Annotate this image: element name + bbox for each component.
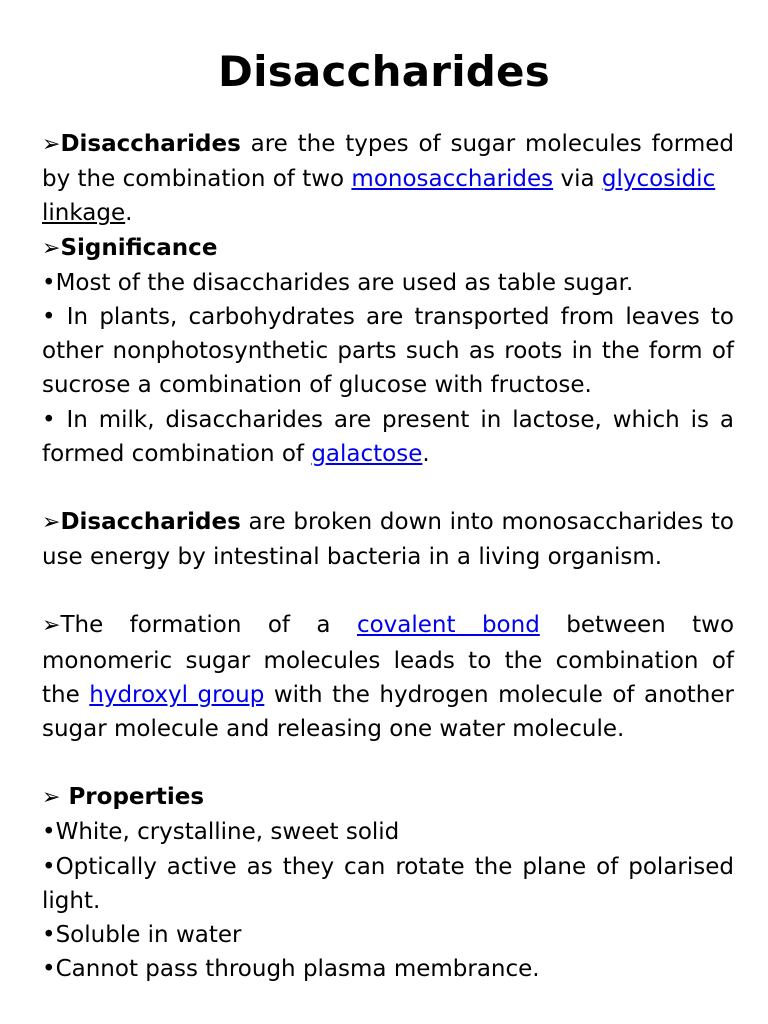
intro-term: Disaccharides [60, 131, 241, 157]
bullet-icon: • [42, 819, 56, 846]
list-item [42, 300, 734, 403]
list-item [42, 403, 734, 471]
glycosidic-link[interactable]: glycosidic [601, 166, 716, 193]
galactose-link[interactable]: galactose [311, 440, 423, 467]
list-item [42, 850, 734, 918]
arrow-bullet-icon: ➢ [42, 235, 61, 261]
formation-text-2: between two monomeric sugar molecules leads to the combination of the [42, 612, 735, 708]
list-item-text: Soluble in water [55, 922, 242, 949]
list-item [42, 266, 734, 300]
intro-text-1: are the types of sugar molecules formed by the combination of two [42, 131, 734, 193]
page-title: Disaccharides [218, 47, 550, 96]
spacer [42, 574, 734, 608]
bullet-icon: • [42, 956, 56, 983]
properties-heading [42, 780, 734, 815]
bullet-icon: • [42, 922, 56, 949]
spacer [42, 746, 734, 780]
formation-text-1: The formation of a [60, 612, 357, 639]
monosaccharides-link[interactable]: monosaccharides [351, 166, 554, 193]
breakdown-paragraph [42, 505, 734, 574]
intro-text-2: via [553, 166, 602, 193]
properties-label: Properties [60, 784, 205, 811]
milk-end: . [422, 440, 430, 467]
intro-paragraph [42, 127, 734, 231]
intro-text-3: . [125, 200, 133, 227]
arrow-bullet-icon: ➢ [42, 132, 61, 157]
formation-text-3: with the hydrogen molecule of another sugar molecule and releasing one water molecule. [42, 681, 734, 743]
breakdown-term: Disaccharides [60, 509, 241, 536]
significance-heading [42, 231, 734, 266]
bullet-icon: • [42, 269, 56, 296]
bullet-icon: • [42, 304, 56, 331]
breakdown-text: are broken down into monosaccharides to use energy by intestinal bacteria in a living organism. [42, 509, 734, 571]
list-item [42, 952, 734, 986]
bullet-icon: • [42, 853, 56, 880]
milk-text: In milk, disaccharides are present in lactose, which is a formed combination of [42, 406, 734, 467]
arrow-bullet-icon: ➢ [42, 785, 61, 811]
list-item-text: In plants, carbohydrates are transported from leaves to other nonphotosynthetic parts such as roots in the form of sucrose a combination of glucose with fructose. [42, 304, 734, 399]
linkage-link[interactable]: linkage [42, 200, 126, 227]
list-item-text: Optically active as they can rotate the plane of polarised light. [42, 853, 734, 914]
hydroxyl-group-link[interactable]: hydroxyl group [89, 681, 265, 708]
bullet-icon: • [42, 406, 56, 433]
list-item [42, 815, 734, 849]
list-item-text: Cannot pass through plasma membrance. [55, 956, 540, 983]
covalent-bond-link[interactable]: covalent bond [356, 612, 540, 639]
significance-label: Significance [60, 234, 218, 261]
list-item [42, 918, 734, 952]
arrow-bullet-icon: ➢ [42, 613, 61, 639]
list-item-text: White, crystalline, sweet solid [55, 819, 400, 846]
arrow-bullet-icon: ➢ [42, 510, 61, 536]
document-body [42, 127, 734, 986]
list-item-text: Most of the disaccharides are used as table sugar. [55, 269, 634, 296]
formation-paragraph [42, 608, 734, 746]
spacer [42, 471, 734, 505]
